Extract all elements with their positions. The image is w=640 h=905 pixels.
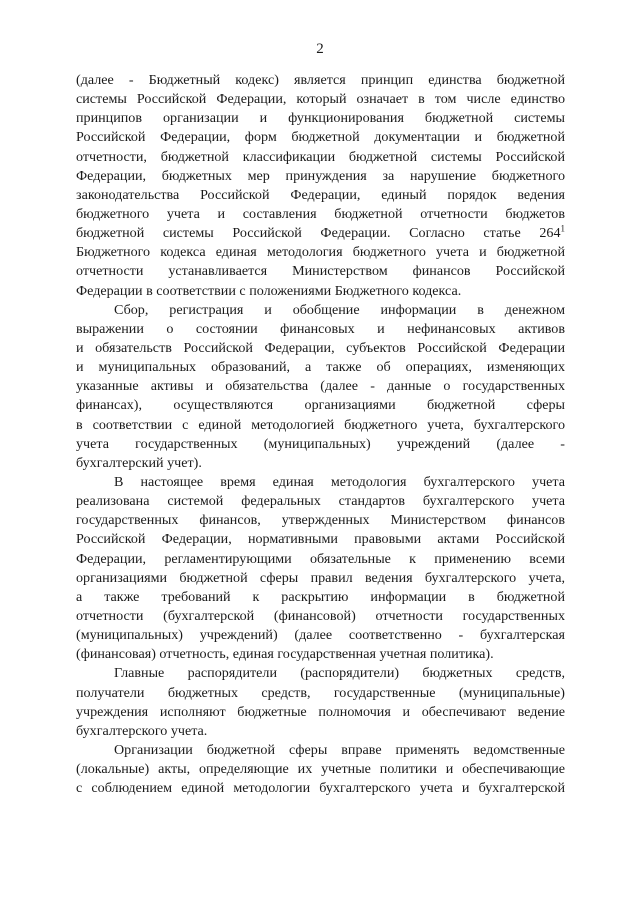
text-line: получатели бюджетных средств, государственные (муниципальные) (76, 684, 565, 701)
text-line: отчетности, бюджетной классификации бюджетной системы Российской (76, 148, 565, 165)
text-line: (муниципальных) учреждений) (далее соответственно - бухгалтерская (76, 627, 565, 644)
text-line: принципов организации и функционирования бюджетной системы (76, 110, 565, 127)
text-line: учета государственных (муниципальных) учреждений (далее - (76, 435, 565, 452)
paragraph-3 (76, 473, 565, 664)
text-line: указанные активы и обязательства (далее - данные о государственных (76, 378, 565, 395)
text-line: учреждения исполняют бюджетные полномочия и обеспечивают ведение (76, 703, 565, 720)
text-line: (финансовая) отчетность, единая государственная учетная политика). (76, 646, 494, 663)
text-line: В настоящее время единая методология бухгалтерского учета (114, 473, 565, 490)
text-line: (локальные) акты, определяющие их учетные политики и обеспечивающие (76, 761, 565, 778)
paragraph-1 (76, 71, 565, 301)
text-line: реализована системой федеральных стандартов бухгалтерского учета (76, 493, 565, 510)
page-number: 2 (316, 41, 324, 57)
paragraph-4 (76, 664, 565, 741)
text-line: выражении о состоянии финансовых и нефинансовых активов (76, 320, 565, 337)
line-text: бюджетной системы Российской Федерации. Согласно статье 264 (76, 225, 561, 242)
text-line: и обязательств Российской Федерации, субъектов Российской Федерации (76, 339, 565, 356)
text-line: Федерации в соответствии с положениями Бюджетного кодекса. (76, 282, 462, 299)
text-line: Организации бюджетной сферы вправе применять ведомственные (114, 741, 565, 758)
text-line: системы Российской Федерации, который означает в том числе единство (76, 91, 565, 108)
text-line: Федерации, регламентирующими обязательные к применению всеми (76, 550, 565, 567)
text-line-with-footnote (76, 224, 565, 243)
text-line: Бюджетного кодекса единая методология бюджетного учета и бюджетной (76, 244, 565, 261)
document-body (76, 71, 565, 798)
text-line: Федерации, бюджетных мер принуждения за нарушение бюджетного (76, 167, 565, 184)
text-line: бюджетного учета и составления бюджетной отчетности бюджетов (76, 205, 565, 222)
text-line: отчетности (бухгалтерской (финансовой) отчетности государственных (76, 607, 565, 624)
text-line: законодательства Российской Федерации, единый порядок ведения (76, 186, 565, 203)
paragraph-2 (76, 301, 565, 473)
text-line: (далее - Бюджетный кодекс) является принцип единства бюджетной (76, 72, 565, 88)
text-line: в соответствии с единой методологией бюджетного учета, бухгалтерского (76, 416, 565, 433)
text-line: и муниципальных образований, а также об операциях, изменяющих (76, 359, 565, 376)
text-line: государственных финансов, утвержденных Министерством финансов (76, 512, 565, 529)
text-line: а также требований к раскрытию информации в бюджетной (76, 588, 565, 605)
footnote-mark: 1 (560, 223, 565, 234)
text-line: бухгалтерского учета. (76, 722, 208, 739)
text-line: бухгалтерский учет). (76, 454, 202, 471)
text-line: организациями бюджетной сферы правил ведения бухгалтерского учета, (76, 569, 565, 586)
text-line: отчетности устанавливается Министерством финансов Российской (76, 263, 565, 280)
text-line: Российской Федерации, нормативными правовыми актами Российской (76, 531, 565, 548)
text-line: Сбор, регистрация и обобщение информации в денежном (114, 301, 565, 318)
text-line: финансах), осуществляются организациями бюджетной сферы (76, 397, 565, 414)
text-line: с соблюдением единой методологии бухгалтерского учета и бухгалтерской (76, 780, 565, 797)
text-line: Главные распорядители (распорядители) бюджетных средств, (114, 665, 565, 682)
paragraph-5 (76, 741, 565, 798)
text-line: Российской Федерации, форм бюджетной документации и бюджетной (76, 129, 565, 146)
